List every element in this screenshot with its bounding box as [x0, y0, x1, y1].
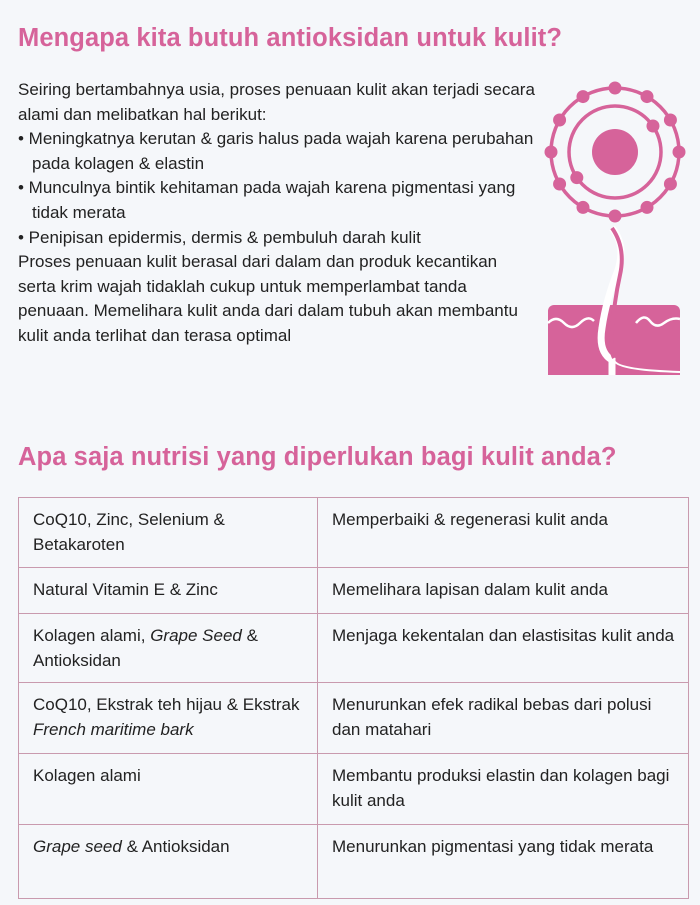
table-row	[19, 754, 689, 825]
bullet-item: • Munculnya bintik kehitaman pada wajah karena pigmentasi yang tidak merata	[18, 178, 516, 222]
bullet-item: • Penipisan epidermis, dermis & pembuluh darah kulit	[18, 227, 421, 247]
table-row	[19, 683, 689, 754]
electron-dot	[641, 201, 654, 214]
nutrient-text: French maritime bark	[33, 720, 194, 739]
benefit-cell: Memelihara lapisan dalam kulit anda	[318, 568, 689, 614]
antioxidant-atom-icon	[545, 82, 686, 223]
benefit-cell: Menurunkan pigmentasi yang tidak merata	[318, 825, 689, 899]
nutrient-cell	[19, 498, 318, 568]
electron-dot	[553, 178, 566, 191]
nutrient-text: Natural Vitamin E & Zinc	[33, 580, 218, 599]
electron-dot	[545, 146, 558, 159]
section-title-antioxidant: Mengapa kita butuh antioksidan untuk kulit?	[18, 24, 563, 52]
nutrient-text: & Antioksidan	[33, 626, 258, 670]
nutrient-text: Kolagen alami,	[33, 626, 151, 645]
benefit-cell: Membantu produksi elastin dan kolagen bagi kulit anda	[318, 754, 689, 825]
bullet-item: • Meningkatnya kerutan & garis halus pada wajah karena perubahan pada kolagen & elastin	[18, 129, 534, 173]
nutrient-table	[18, 497, 689, 899]
nutrient-cell	[19, 568, 318, 614]
nutrient-cell	[19, 683, 318, 754]
table-row	[19, 498, 689, 568]
nutrient-text: Grape seed	[33, 837, 122, 856]
electron-dot	[609, 210, 622, 223]
electron-dot	[577, 90, 590, 103]
nutrient-text: Grape Seed	[150, 626, 242, 645]
benefit-cell: Memperbaiki & regenerasi kulit anda	[318, 498, 689, 568]
electron-dot	[646, 120, 659, 133]
electron-dot	[577, 201, 590, 214]
nutrient-text: CoQ10, Ekstrak teh hijau & Ekstrak	[33, 695, 300, 714]
nutrient-cell	[19, 825, 318, 899]
electron-dot	[641, 90, 654, 103]
electron-dot	[673, 146, 686, 159]
benefit-cell: Menurunkan efek radikal bebas dari polusi dan matahari	[318, 683, 689, 754]
electron-dot	[570, 171, 583, 184]
section-title-nutrients: Apa saja nutrisi yang diperlukan bagi kulit anda?	[18, 443, 617, 471]
nutrient-text: Kolagen alami	[33, 766, 141, 785]
skin-hair-follicle-icon	[548, 228, 680, 385]
nutrient-cell	[19, 754, 318, 825]
intro-text-block	[18, 78, 538, 349]
intro-paragraph: Seiring bertambahnya usia, proses penuaan kulit akan terjadi secara alami dan melibatkan hal berikut:	[18, 80, 535, 124]
electron-dot	[553, 114, 566, 127]
electron-dot	[664, 114, 677, 127]
illustration-column	[540, 70, 700, 405]
nutrient-text: CoQ10, Zinc, Selenium & Betakaroten	[33, 510, 225, 554]
table-row	[19, 568, 689, 614]
table-row	[19, 614, 689, 683]
electron-dot	[664, 178, 677, 191]
nutrient-cell	[19, 614, 318, 683]
nutrient-text: & Antioksidan	[121, 837, 230, 856]
conclusion-paragraph: Proses penuaan kulit berasal dari dalam dan produk kecantikan serta krim wajah tidaklah cukup untuk memperlambat tanda penuaan. Memelihara kulit anda dari dalam tubuh akan membantu kulit anda terlihat dan terasa optimal	[18, 252, 518, 345]
electron-dot	[609, 82, 622, 95]
benefit-cell: Menjaga kekentalan dan elastisitas kulit anda	[318, 614, 689, 683]
table-row	[19, 825, 689, 899]
